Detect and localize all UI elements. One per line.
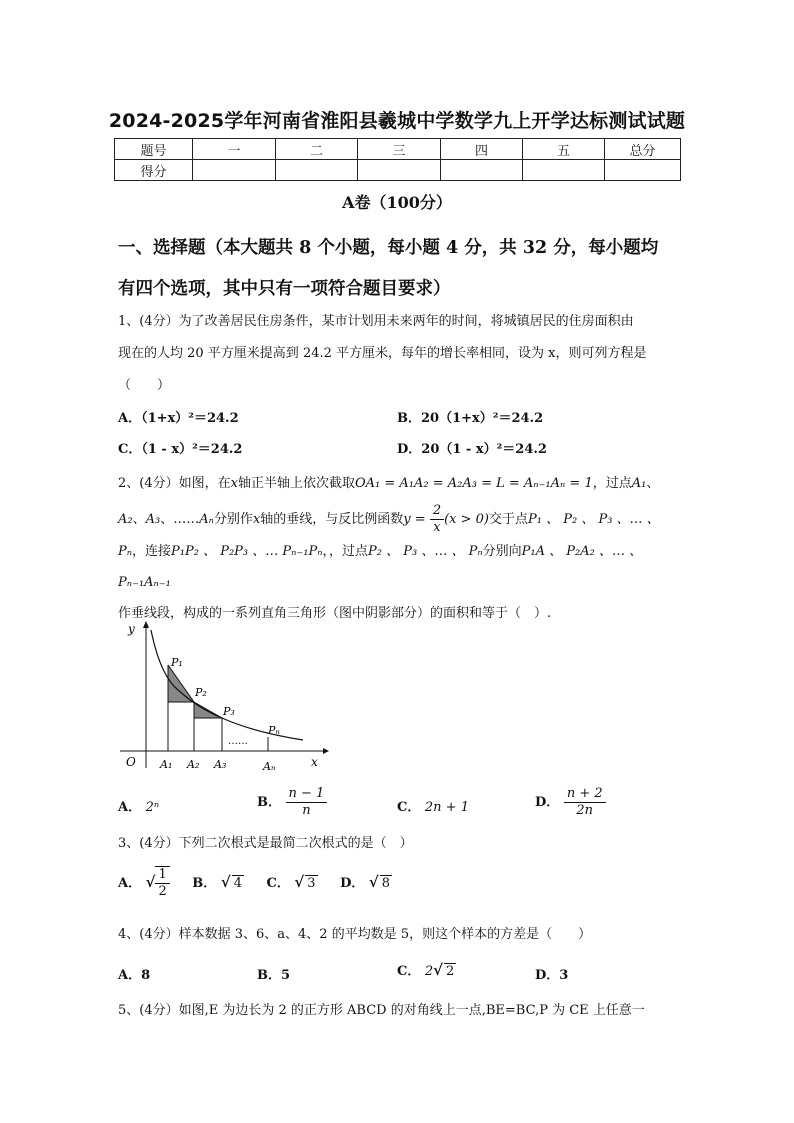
radicand: 4 [233, 875, 242, 891]
radicand: 3 [307, 875, 316, 891]
q2-figure [118, 620, 333, 775]
q2-fraction [430, 503, 444, 536]
q1-option-a[interactable]: A．（1+x）²＝24.2 [118, 411, 239, 426]
score-cell[interactable] [276, 160, 358, 181]
part1-heading-line2: 有四个选项，其中只有一项符合题目要求） [118, 279, 451, 299]
sqrt-icon: √ [368, 872, 379, 891]
q2-math: A₃ [145, 512, 161, 527]
q2-math: P₁P₂ 、 P₂P₃ 、… Pₙ₋₁Pₙ [171, 544, 323, 559]
q1-line2: 现在的人均 20 平方厘米提高到 24.2 平方厘米，每年的增长率相同，设为 x，则可列方程是 [118, 346, 647, 361]
q2-line1 [118, 468, 684, 499]
score-header-cell: 五 [523, 139, 605, 160]
q1-option-d[interactable]: D．20（1 - x）²＝24.2 [397, 442, 547, 457]
q2-math: OA₁ = A₁A₂ = A₂A₃ = L = Aₙ₋₁Aₙ = 1 [354, 476, 593, 491]
sqrt-icon: √ [433, 961, 444, 979]
q3-option-b[interactable] [192, 872, 248, 891]
score-header-cell: 题号 [115, 139, 193, 160]
q2-text: 、…… [160, 512, 200, 527]
q2-text: 2、(4分）如图，在 [118, 476, 231, 491]
option-letter: C． [397, 800, 421, 815]
fraction-numerator: n − 1 [286, 786, 328, 803]
y-axis-label: y [128, 622, 135, 636]
x-axis-label: x [311, 755, 318, 769]
score-table-score-row [115, 160, 681, 181]
q2-text: 、 [132, 512, 146, 527]
option-letter: C． [397, 964, 421, 979]
a-label-n: Aₙ [263, 760, 276, 773]
q2-option-c[interactable] [397, 796, 469, 815]
q2-option-d[interactable] [535, 786, 606, 819]
q4-option-a[interactable]: A．8 [118, 968, 151, 983]
q4-option-b[interactable]: B．5 [257, 968, 291, 983]
q3-options [118, 866, 392, 900]
score-header-cell: 三 [358, 139, 441, 160]
score-table [114, 138, 681, 181]
section-a-heading: A卷（100分） [342, 193, 452, 212]
score-table-header-row [115, 139, 681, 160]
q4-option-d[interactable]: D．3 [535, 968, 569, 983]
fraction-denominator: n [302, 803, 311, 818]
option-value: 2n + 1 [424, 800, 469, 815]
part1-heading-line1: 一、选择题（本大题共 8 个小题，每小题 4 分，共 32 分，每小题均 [118, 238, 659, 258]
option-letter: A． [118, 800, 142, 815]
origin-label: O [126, 755, 136, 769]
score-cell[interactable] [523, 160, 605, 181]
point-label-p1: P₁ [171, 656, 183, 669]
fraction-numerator: 1 [155, 867, 169, 884]
a-label-3: A₃ [214, 758, 227, 771]
sqrt-icon: √ [294, 872, 305, 891]
option-letter: A． [118, 875, 142, 891]
q2-text: 轴的垂线，与反比例函数 [260, 512, 404, 527]
point-label-p3: P₃ [223, 705, 235, 718]
q2-math: P₁ 、 P₂ 、 P₃ 、… 、 [528, 512, 660, 527]
x-axis-arrow-icon [323, 748, 329, 754]
q3-option-d[interactable] [340, 872, 392, 891]
option-letter: D． [340, 875, 365, 891]
q1-option-c[interactable]: C．（1 - x）²＝24.2 [118, 442, 243, 457]
q2-line2 [118, 503, 684, 536]
part1-heading [118, 228, 684, 310]
option-letter: D． [535, 795, 560, 810]
q2-text: 分别作 [213, 512, 253, 527]
q4-option-c[interactable] [397, 960, 456, 979]
q2-text: ，连接 [132, 544, 172, 559]
q2-math: P₂ 、 P₃ 、… 、 Pₙ [368, 544, 483, 559]
option-fraction [564, 786, 606, 819]
question-5: 5、(4分）如图,E 为边长为 2 的正方形 ABCD 的对角线上一点,BE=BC,P 为 CE 上任意一 [118, 1003, 645, 1018]
q2-text: 交于点 [489, 512, 529, 527]
fraction-numerator: n + 2 [564, 786, 606, 803]
q2-text: ，，过点 [322, 544, 369, 559]
score-cell[interactable] [358, 160, 441, 181]
question-2 [118, 468, 684, 629]
q2-math: P₁A 、 P₂A₂ 、… 、 Pₙ₋₁Aₙ₋₁ [118, 544, 643, 590]
score-cell[interactable] [193, 160, 276, 181]
score-header-cell: 一 [193, 139, 276, 160]
q3-option-c[interactable] [266, 872, 323, 891]
q2-text: 分别向 [482, 544, 522, 559]
q2-fraction-numerator: 2 [430, 503, 444, 520]
q1-line3: （ ） [118, 378, 171, 393]
q2-line3 [118, 536, 684, 598]
coefficient: 2 [424, 964, 434, 979]
exam-title: 2024-2025学年河南省淮阳县羲城中学数学九上开学达标测试试题 [108, 110, 686, 132]
q3-option-a[interactable] [118, 867, 174, 899]
q1-option-b[interactable]: B．20（1+x）²＝24.2 [397, 411, 544, 426]
q2-math: Aₙ [199, 512, 214, 527]
a-label-1: A₁ [160, 758, 173, 771]
score-header-cell: 总分 [605, 139, 681, 160]
option-letter: B． [257, 795, 281, 810]
a-label-2: A₂ [187, 758, 200, 771]
option-letter: C． [266, 875, 290, 891]
fraction-denominator: 2n [576, 803, 594, 818]
score-cell[interactable] [605, 160, 681, 181]
fraction-denominator: 2 [158, 884, 167, 899]
q2-text: 轴正半轴上依次截取 [237, 476, 355, 491]
sqrt-icon: √ [145, 872, 156, 891]
point-label-pn: Pₙ [268, 724, 280, 737]
option-value: 2ⁿ [145, 800, 160, 815]
q2-text: ，过点 [592, 476, 632, 491]
y-axis-arrow-icon [143, 621, 149, 628]
question-1 [118, 306, 684, 402]
q2-option-b[interactable] [257, 786, 327, 819]
q2-math: y = [403, 512, 426, 527]
q2-math: x [252, 512, 261, 527]
q2-math: A₂ [118, 512, 133, 527]
score-header-cell: 四 [441, 139, 523, 160]
score-header-cell: 二 [276, 139, 358, 160]
q2-option-a[interactable] [118, 796, 159, 815]
option-fraction [286, 786, 328, 819]
q2-line4: 作垂线段，构成的一系列直角三角形（图中阴影部分）的面积和等于（ ）. [118, 606, 552, 621]
option-letter: B． [192, 875, 217, 891]
score-row-label: 得分 [115, 160, 193, 181]
q2-fraction-denominator: x [433, 520, 441, 535]
q2-math: A₁ [631, 476, 647, 491]
q2-text: 、 [646, 476, 660, 491]
sqrt-icon: √ [220, 872, 231, 891]
q2-math: Pₙ [118, 544, 133, 559]
question-3: 3、(4分）下列二次根式是最简二次根式的是（ ） [118, 836, 413, 851]
q2-math: (x > 0) [444, 512, 489, 527]
question-4: 4、(4分）样本数据 3、6、a、4、2 的平均数是 5，则这个样本的方差是（ ） [118, 927, 592, 942]
score-cell[interactable] [441, 160, 523, 181]
dots-label: …… [228, 736, 248, 747]
q2-math: x [230, 476, 238, 491]
radicand: 8 [381, 875, 391, 891]
q1-line1: 1、(4分）为了改善居民住房条件，某市计划用未来两年的时间，将城镇居民的住房面积由 [118, 314, 634, 329]
point-label-p2: P₂ [195, 686, 207, 699]
radicand-fraction [155, 866, 169, 900]
radicand: 2 [446, 964, 455, 979]
